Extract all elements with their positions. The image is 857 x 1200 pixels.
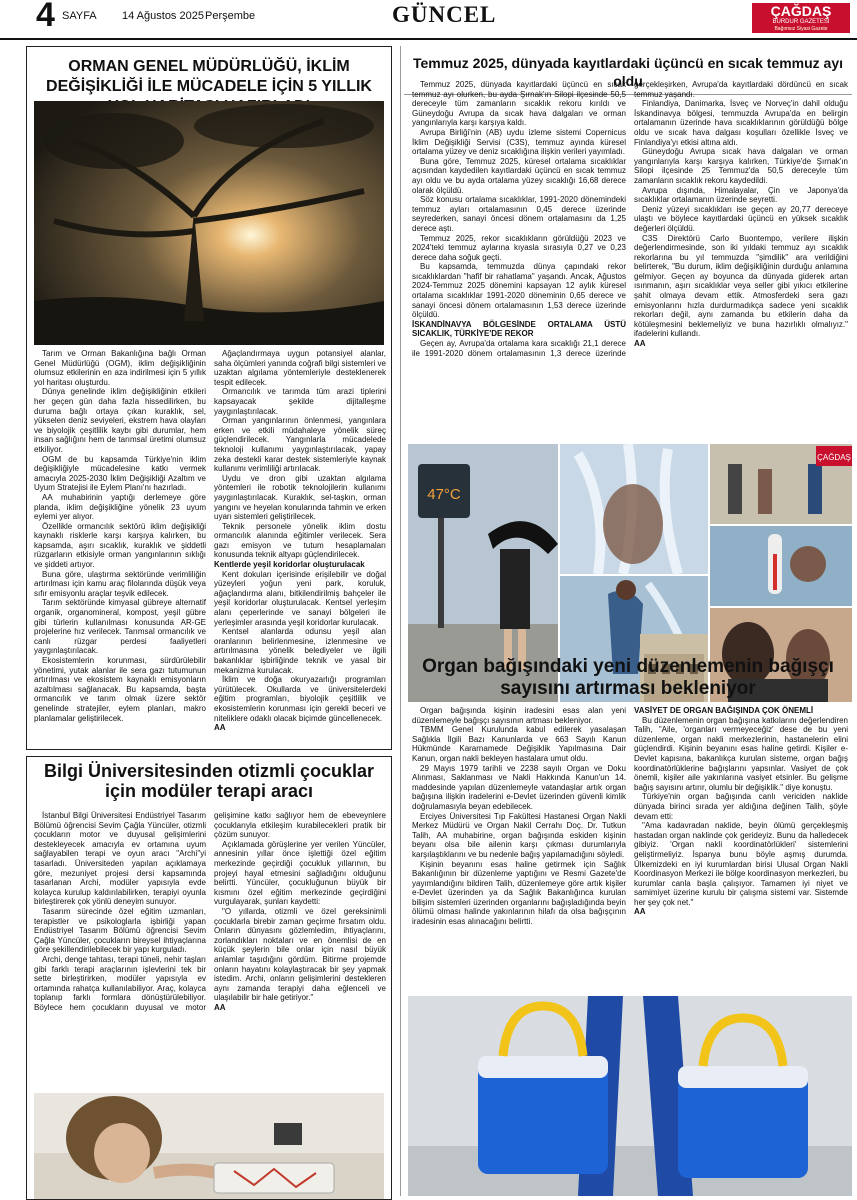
paragraph: Ekosistemlerin korunması, sürdürülebilir yönetimi, yutak alanlar ile sera gazı tutumunun artırılması ve ekosistem kaynaklı emisyonların azaltılması sağlanacak. Bu kapsamda, başta ormancılık ve tarım olmak üzere sektör genelinde stratejiler, eylem planları, makro planlamalar geliştirilecek. bbox=[34, 656, 206, 723]
logo-subtitle: BURDUR GAZETESİ bbox=[772, 19, 830, 25]
headline-heat[interactable]: Temmuz 2025, dünyada kayıtlardaki üçüncü en sıcak temmuz ayı oldu bbox=[404, 54, 852, 95]
paragraph: Açıklamada görüşlerine yer verilen Yüncüler, annesinin yıllar önce işlettiği özel eğitim merkezinde geçirdiği çocukluk yıllarının, bu projeyi hayal etmesini sağladığını olduğunu belirtti. Yüncüler, çocukluğunun büyük bir kısmını özel eğitim merkezinde geçirdiğini vurgulayarak, şunları kaydetti: bbox=[214, 839, 386, 907]
paragraph: Deniz yüzeyi sıcaklıkları ise geçen ay 20,77 dereceye ulaştı ve böylece kayıtlardaki üçüncü en yüksek sıcaklık değerleri ölçüldü. bbox=[634, 204, 848, 233]
paragraph: 29 Mayıs 1979 tarihli ve 2238 sayılı Organ ve Doku Alınması, Saklanması ve Nakli Hakkında Kanun'un 14. maddesinde yapılan düzenlemeyle vatandaşlar artık organ bağışına ilişkin iradelerini e-Devlet üzerinden güvenli kimlik doğrulamasıyla beyan edebilecek. bbox=[412, 763, 626, 811]
paragraph: Tasarım sürecinde özel eğitim uzmanları, terapistler ve psikologlarla işbirliği yapan Endüstriyel Tasarım Bölümü öğrencisi Sevim Çağla Yüncüler, çocukların bireysel ihtiyaçlarına göre şekillendirilebilecek bir yapı kurguladı. bbox=[34, 906, 206, 955]
page-label: SAYFA bbox=[62, 10, 97, 22]
paragraph: OGM de bu kapsamda Türkiye'nin iklim değişikliğiyle mücadelesine katkı vermek amacıyla 2025-2030 İklim Değişikliği Azaltım ve Uyum Stratejisi ile Eylem Planı'nı hazırladı. bbox=[34, 454, 206, 493]
paragraph: Buna göre, Temmuz 2025, küresel ortalama sıcaklıklar açısından kaydedilen kayıtlardaki üçüncü en sıcak temmuz ayı oldu ve bu ayda ortalama yüzey sıcaklığı 16,68 derece olarak ölçüldü. bbox=[412, 156, 626, 195]
paragraph: Tarım sektöründe kimyasal gübreye alternatif organik, organomineral, kompost, yeşil gübre gibi türlerin kullanılması konusunda AR-GE projelerine hız verilecek. Tarımsal ormancılık ve canlı rüzgar perdesi faaliyetleri yaygınlaştırılacak. bbox=[34, 598, 206, 656]
paragraph: Güneydoğu Avrupa sıcak hava dalgaları ve orman yangınlarıyla karşı karşıya kalırken, Türkiye'de Şırnak'ın Silopi ilçesinde 25 Temmuz'da 50,5 dereceyle tüm zamanların sıcaklık rekoru kaydedildi. bbox=[634, 147, 848, 185]
forestry-body bbox=[34, 349, 386, 747]
paragraph: Organ bağışında kişinin iradesini esas alan yeni düzenlemeyle bağışçı sayısının artması bekleniyor. bbox=[412, 706, 626, 725]
agency-credit: AA bbox=[634, 907, 646, 917]
heat-body bbox=[412, 80, 848, 442]
paragraph: Teknik personele yönelik iklim dostu ormancılık alanında eğitimler verilecek. Sera gazı emisyon ve tutum hesaplamaları konusunda teknik altyapı güçlendirilecek. bbox=[214, 521, 386, 560]
page-header bbox=[0, 0, 857, 40]
paragraph: Söz konusu ortalama sıcaklıklar, 1991-2020 dönemindeki temmuz ayları ortalamasının 0,45 derece üzerinde seyrederken, sanayi öncesi dönem ortalamasını da 1,25 derece aştı. bbox=[412, 195, 626, 233]
logo-title: ÇAĞDAŞ bbox=[770, 3, 832, 19]
paragraph: Avrupa dışında, Himalayalar, Çin ve Japonya'da sıcaklıklar ortalamanın üzerinde seyretti. bbox=[634, 185, 848, 205]
subheading: VASİYET DE ORGAN BAĞIŞINDA ÇOK ÖNEMLİ bbox=[634, 706, 814, 715]
paragraph: C3S Direktörü Carlo Buontempo, verilere ilişkin değerlendirmesinde, son iki yıldaki temmuz ayı sıcaklık rekorlarına bu yıl temmuzda "şimdilik" ara verildiğini belirterek, "Bu durum, iklim değişikliğinin durduğu anlamına gelmiyor. Geçen ay boyunca da dünyada giderek artan ısınmanın, aşırı sıcaklıklar veya seller gibi yıkıcı etkilerine şahit olmaya devam ettik. Atmosferdeki sera gazı emisyonlarını hızla durdurmadıkça sadece yeni sıcaklık rekorları değil, aynı zamanda bu etkilerin daha da kötüleşmesini beklemeliyiz ve buna hazırlıklı olmalıyız." ifadelerini kullandı. bbox=[634, 233, 848, 339]
organ-cooler-photo bbox=[408, 996, 852, 1196]
paragraph: Orman yangınlarının önlenmesi, yangınlara erken ve etkili müdahaleye yönelik süreç güçlendirilecek. Yangınlarla mücadelede teknoloji kullanımı yaygınlaştırılacak, yapay zeka destekli karar destek sistemleriyle kaynak kullanımı verimliliği artırılacak. bbox=[214, 416, 386, 474]
headline-forestry[interactable]: ORMAN GENEL MÜDÜRLÜĞÜ, İKLİM DEĞİŞİKLİĞİ İLE MÜCADELE İÇİN 5 YILLIK bbox=[46, 58, 372, 95]
headline-organ[interactable]: Organ bağışındaki yeni düzenlemenin bağışçı sayısını artırması bekleniyor bbox=[422, 656, 834, 699]
paragraph: İklim ve doğa okuryazarlığı programları yürütülecek. Okullarda ve üniversitelerdeki eğitim programları, biyolojik çeşitlilik ve ekosistemlerin korunması için gerekli beceri ve niteliklere odaklı olacak biçimde güncellenecek. bbox=[214, 675, 386, 723]
article-forestry bbox=[26, 46, 392, 750]
paragraph: Bu kapsamda, temmuzda dünya çapındaki rekor sıcaklıklardan "hafif bir rahatlama" yaşandı. Ancak, Ağustos 2024-Temmuz 2025 dönemini kapsayan 12 aylık küresel ortalama sıcaklıklar 1991-2020 döneminin 0,65 derece ve sanayi öncesi dönem ortalamasının 1,53 derece üzerinde ölçüldü. bbox=[412, 262, 626, 320]
paragraph: Tarım ve Orman Bakanlığına bağlı Orman Genel Müdürlüğü (OGM), iklim değişikliğinin olumsuz etkilerinin en aza indirilmesi için 5 yıllık yol haritası oluşturdu. bbox=[34, 349, 206, 387]
paragraph: Finlandiya, Danimarka, İsveç ve Norveç'in dahil olduğu İskandinavya bölgesi, temmuzda Avrupa'da en belirgin ortalamanın üzerinde hava sıcaklıklarının görüldüğü bölge oldu ve sıcak hava dalgası koşulları özellikle İsveç ve Finlandiya'yı etkisi altına aldı. bbox=[634, 99, 848, 147]
paragraph: İstanbul Bilgi Üniversitesi Endüstriyel Tasarım Bölümü öğrencisi Sevim Çağla Yüncüler, otizmli çocukların motor ve duyusal gelişimlerini destekleyecek amacıyla ev ortamına uyum sağlayabilen terapi ve oyun aracı "Archi"yi tasarladı. Üniversiteden yapılan açıklamaya göre, mezuniyet projesi dersi kapsamında tasarlanan Archi, modüler yapısıyla evde kolayca kurulup kaldırılabilirken, terapiyi oyunla birleştirerek çok yönlü deneyim sunuyor. bbox=[34, 811, 206, 907]
paragraph: Dünya genelinde iklim değişikliğinin etkileri her geçen gün daha fazla hissedilirken, bu duruma bağlı ortaya çıkan kuraklık, sel, yükselen deniz seviyeleri, ekstrem hava olayları ve biyolojik çeşitlilik kaybı gibi durumlar, hem insan sağlığını hem de tarımsal üretimi olumsuz etkiliyor. bbox=[34, 387, 206, 454]
water-splash-photo bbox=[560, 444, 708, 574]
subheading: Kentlerde yeşil koridorlar oluşturulacak bbox=[214, 560, 365, 570]
subheading: İSKANDİNAVYA BÖLGESİNDE ORTALAMA ÜSTÜ SICAKLIK, TÜRKİYE'DE REKOR bbox=[412, 319, 626, 339]
autism-body bbox=[34, 811, 386, 1091]
paragraph: Kişinin beyanını esas haline getirmek için Sağlık Bakanlığının bir düzenleme yaptığını ve Resmi Gazete'de yayımlandığını bildiren Talih, düzenlemeye göre artık kişiler e-Devlet üzerinden ya da Sağlık Bakanlığınca kurulan bilişim sistemleri üzerinden organlarını bağışladığında beyin ölümü olması halinde yakınlarının hilafı da olsa bağışçının iradesinin esas alınacağını belirtti. bbox=[412, 859, 626, 927]
child-playing-photo bbox=[34, 1093, 384, 1199]
article-autism bbox=[26, 756, 392, 1200]
paragraph: TBMM Genel Kurulunda kabul edilerek yasalaşan Sağlıkla İlgili Bazı Kanunlarda ve 663 Sayılı Kanun Hükmünde Kararnamede Değişiklik Yapılmasına Dair Kanun, organ nakli bekleyen hastalara umut oldu. bbox=[412, 725, 626, 763]
paragraph: Kent dokuları içerisinde erişilebilir ve doğal yüzeyleri yoğun yeni park, koruluk, ağaçlandırma alanı, bitkilendirilmiş bahçeler ile yeşil koridorlar oluşturulacak. Kentsel yerleşim alanı çeperlerinde ve sanayi bölgeleri ile yerleşimler arasında yeşil koridorlar kurulacak. bbox=[214, 569, 386, 627]
newspaper-logo[interactable] bbox=[752, 3, 850, 33]
tourists-photo bbox=[710, 444, 852, 524]
paragraph: "Ama kadavradan naklide, beyin ölümü gerçekleşmiş hastadan organ naklinde çok gerideyiz. Bunu da halledecek gibiyiz. 'Organ nakli koordinatörlükleri' sistemlerini geliştirmeliyiz. İspanya bunu böyle aşmış durumda. Ülkemizdeki en iyi kurumlardan birisi Ulusal Organ Nakli Koordinasyon Merkezi ile bölge koordinasyon merkezleri, bu kurumlar canla başla çalışıyor. Tamamen iyi niyet ve samimiyet üzerine kurulu bir çalışma sistemi var. Sistemde her şey çok net." bbox=[634, 821, 848, 907]
paragraph: Temmuz 2025, dünyada kayıtlardaki üçüncü en sıcak temmuz ayı olurken, bu ayda Şırnak'ın Silopi ilçesinde 50,5 dereceyle tüm zamanların sıcaklık rekoru kırıldı ve Güneydoğu Avrupa da sıcak hava dalgaları ve orman yangınlarıyla karşı karşıya kaldı. bbox=[412, 80, 626, 128]
paragraph: Özellikle ormancılık sektörü iklim değişikliği kaynaklı risklerle karşı karşıya kalırken, bu kapsamda, aşırı sıcaklık, kuraklık ve şiddetli rüzgarların etkisiyle orman yangınlarının sıklığı ve şiddeti artıyor. bbox=[34, 521, 206, 570]
agency-credit: AA bbox=[214, 723, 226, 733]
organ-body bbox=[412, 706, 848, 996]
thermometer-hand-photo bbox=[710, 526, 852, 606]
article-heat bbox=[404, 54, 852, 654]
paragraph: Erciyes Üniversitesi Tıp Fakültesi Hastanesi Organ Nakli Merkez Müdürü ve Organ Nakil Cerrahı Doç. Dr. Tutkun Talih, AA muhabirine, organ bağışında eskiden kişinin beyanı olsa bile ailenin karşı çıkması durumlarıyla karşılaştıklarını ve bu nedenle bağış yapılamadığını söyledi. bbox=[412, 811, 626, 859]
logo-tagline: Bağımsız Siyasi Gazete bbox=[774, 26, 828, 32]
paragraph: Ormancılık ve tarımda tüm arazi tiplerini kapsayacak şekilde dijitalleşme yaygınlaştırılacak. bbox=[214, 387, 386, 416]
paragraph: Bu düzenlemenin organ bağışına katkılarını değerlendiren Talih, "Aile, 'organları vermeyeceğiz' dese de bu yeni düzenleme, organ nakli merkezlerinin, hastanelerin elini güçlendirdi. Kişinin beyanını esas haline getirdi. Kişiler e-Devlet kapısına, bakanlıkça kurulan sisteme, organ bağış koordinatörlüklerine bağışlarını yapsınlar. Vasiyet de çok önemli, kişiler aile yakınlarına vasiyet etsinler. Bu gelişme bağış sayısını artırır, olumlu bir değişiklik." diye konuştu. bbox=[634, 715, 848, 792]
article-organ bbox=[404, 656, 852, 1200]
paragraph: AA muhabirinin yaptığı derlemeye göre planda, iklim değişikliğine yönelik 23 uyum eylemi yer alıyor. bbox=[34, 492, 206, 522]
paragraph: "O yıllarda, otizmli ve özel gereksinimli çocuklarla birebir zaman geçirme fırsatım oldu. Onların dünyasını gözlemledim, ihtiyaçlarını, zorlandıkları noktaları ve en önemlisi de en küçük şeylerin bile onlar için nasıl büyük anlamlar taşıdığını gördüm. Bitirme projemde onların hayatını kolaylaştıracak bir şey yapmak istedim. Archi, onların gelişimlerini destekleren aynı zamanda terapiyi daha eğlenceli ve ulaşılabilir bir hale getiriyor." bbox=[214, 906, 386, 1003]
paragraph: Avrupa Birliği'nin (AB) uydu izleme sistemi Copernicus İklim Değişikliği Servisi (C3S), temmuz ayında küresel ortalama yüzey ve deniz sıcaklığına ilişkin verileri yayımladı. bbox=[412, 127, 626, 157]
issue-day: Perşembe bbox=[205, 10, 256, 22]
paragraph: Uydu ve dron gibi uzaktan algılama yöntemleri ile robotik teknolojilerin kullanımı yaygınlaştırılacak. Kuraklık, sel-taşkın, orman yangını ve heyelan konularında tahmin ve erken uyarı sistemleri geliştirilecek. bbox=[214, 473, 386, 522]
agency-credit: AA bbox=[214, 1002, 226, 1012]
paragraph: Ağaçlandırmaya uygun potansiyel alanlar, saha ölçümleri yanında coğrafi bilgi sistemleri ve uzaktan algılama yöntemleriyle desteklenerek tespit edilecek. bbox=[214, 349, 386, 387]
sunset-tree-photo bbox=[34, 101, 384, 345]
section-title: GÜNCEL bbox=[392, 2, 497, 27]
headline-autism[interactable]: Bilgi Üniversitesinden otizmli çocuklar için modüler terapi aracı bbox=[43, 761, 375, 801]
paragraph: Geçen ay, Avrupa'da ortalama kara sıcaklığı 21,1 derece ile 1991-2020 dönem ortalamasının 1,3 derece üzerinde gerçekleşirken, Avrupa'da kayıtlardaki dördüncü en sıcak temmuz yaşandı. bbox=[412, 80, 848, 358]
issue-date: 14 Ağustos 2025 bbox=[122, 10, 204, 22]
agency-credit: AA bbox=[634, 339, 646, 349]
page-number: 4 bbox=[36, 0, 55, 34]
paragraph: Temmuz 2025, rekor sıcaklıkların görüldüğü 2023 ve 2024'teki temmuz aylarına kıyasla sırasıyla 0,27 ve 0,23 derece daha soğuk geçti. bbox=[412, 233, 626, 262]
paragraph: Buna göre, ulaştırma sektöründe verimliliğin artırılması için kamu araç filolarında düşük veya sıfır emisyonlu araçlar teşvik edilecek. bbox=[34, 569, 206, 598]
logo-watermark: ÇAĞDAŞ bbox=[817, 453, 851, 462]
paragraph: Kentsel alanlarda odunsu yeşil alan oranlarının belirlenmesine, izlenmesine ve artırılmasına yönelik belediyeler ve ilgili bakanlıklar işbirliğinde teknik ve yasal bir mekanizma kurulacak. bbox=[214, 627, 386, 675]
paragraph: Türkiye'nin organ bağışında canlı vericiden naklide dünyada birinci sırada yer aldığına değinen Talih, şöyle devam etti: bbox=[634, 792, 848, 821]
paragraph: Archi, denge tahtası, terapi tüneli, nehir taşları gibi farklı terapi araçlarının işlevlerini tek bir sette birleştirirken, modüler yapısıyla ev ortamında rahatça kullanılabiliyor. Araç, kolayca toplanıp farklı formlara dönüştürülebiliyor. Böylece hem çocukların duyusal ve motor gelişimine katkı sağlıyor hem de ebeveynlere çocuklarıyla etkileşim kurabilecekleri pratik bir çözüm sunuyor. bbox=[34, 811, 386, 1012]
thermometer-reading: 47°C bbox=[427, 486, 461, 503]
column-divider bbox=[400, 46, 401, 1196]
